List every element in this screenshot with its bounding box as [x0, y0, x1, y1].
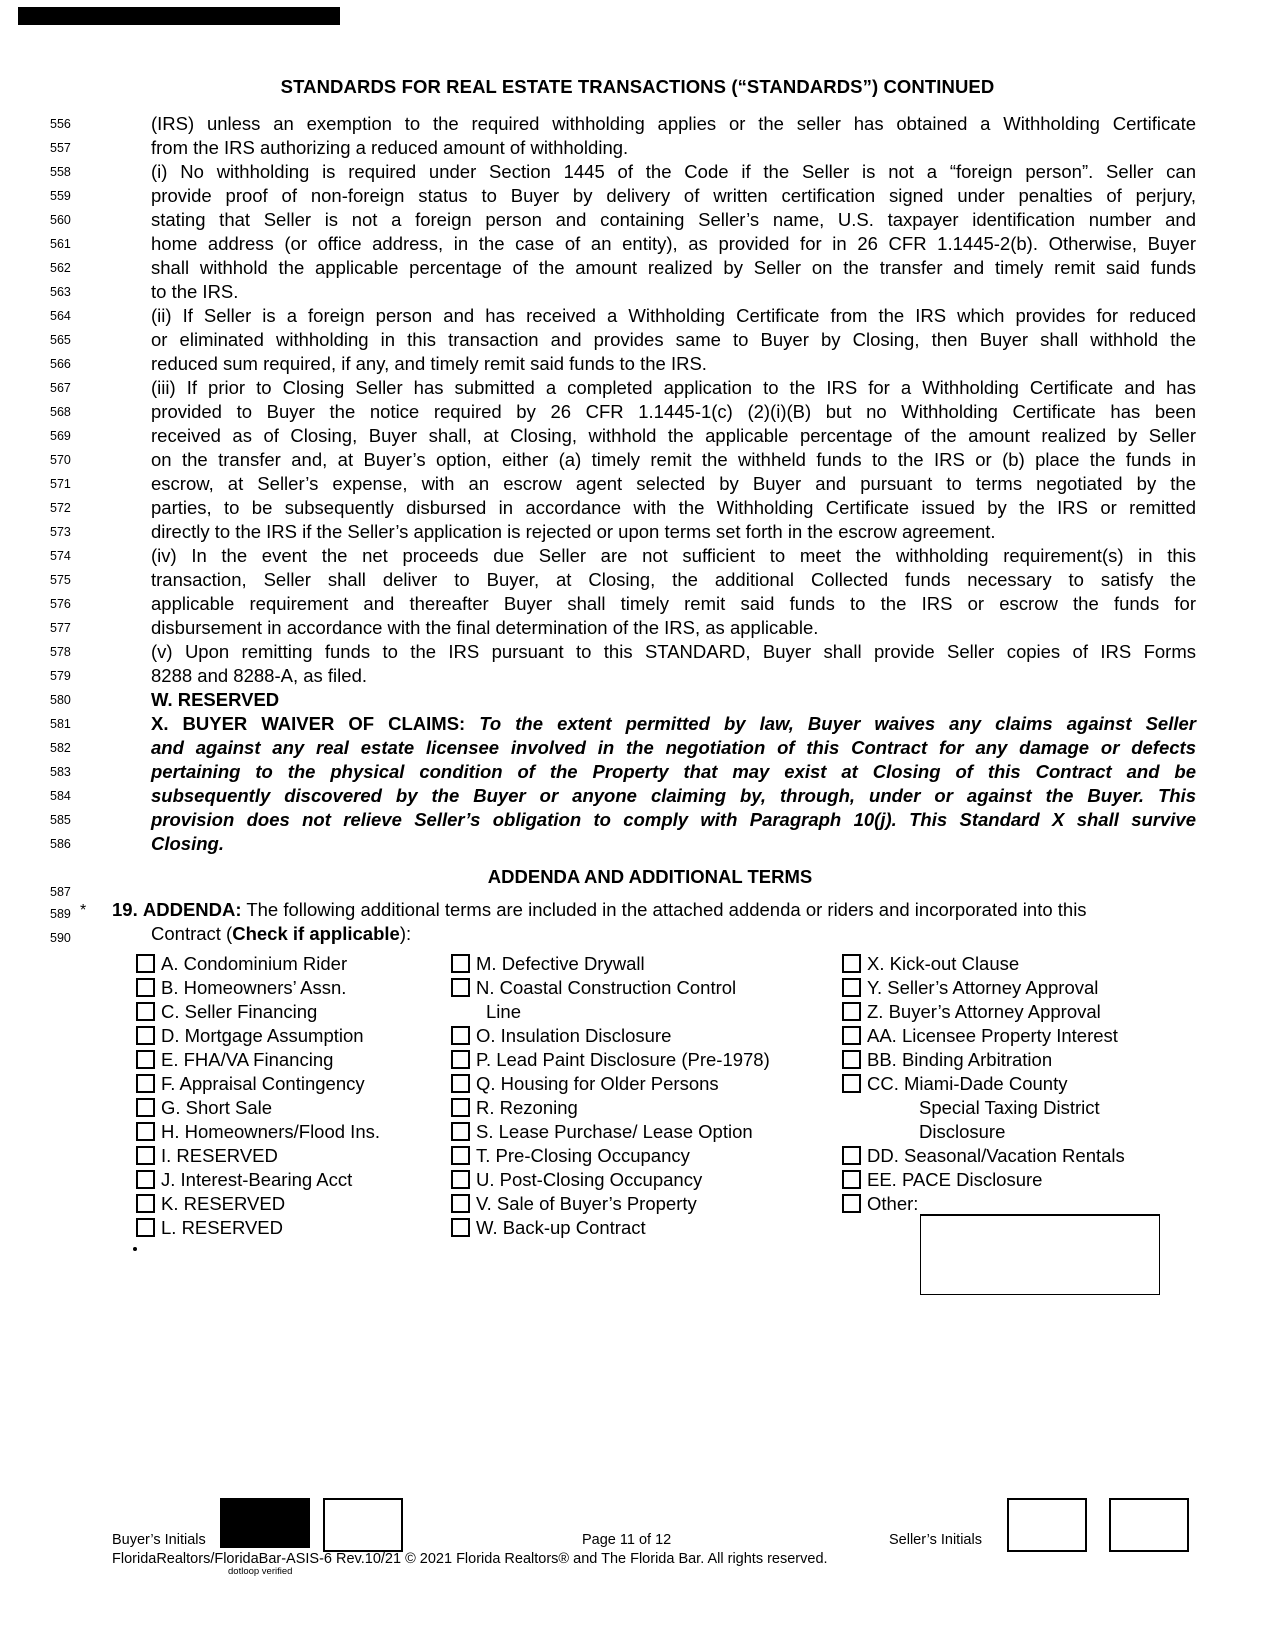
checkbox-label: DD. Seasonal/Vacation Rentals: [867, 1145, 1125, 1166]
line-number: 572: [50, 501, 71, 515]
checkbox[interactable]: [842, 1026, 861, 1045]
checkbox-label: D. Mortgage Assumption: [161, 1025, 364, 1046]
line-number: 575: [50, 573, 71, 587]
checkbox[interactable]: [136, 954, 155, 973]
checkbox[interactable]: [136, 1098, 155, 1117]
checkbox[interactable]: [842, 1074, 861, 1093]
text-line: [0, 424, 1275, 448]
text-line: [0, 160, 1275, 184]
line-number: 583: [50, 765, 71, 779]
line-text: escrow, at Seller’s expense, with an escrow agent selected by Buyer and pursuant to terms negotiated by the: [151, 473, 1196, 494]
addenda-section-title: ADDENDA AND ADDITIONAL TERMS: [487, 866, 813, 887]
line-text: W. RESERVED: [151, 689, 280, 710]
line-text: received as of Closing, Buyer shall, at Closing, withhold the applicable percentage of the amount realized by Seller: [151, 425, 1196, 446]
checkbox[interactable]: [451, 1218, 470, 1237]
text-line: [0, 544, 1275, 568]
line-text: and against any real estate licensee involved in the negotiation of this Contract for any damage or defects: [151, 737, 1196, 758]
buyer-initials-redacted: [220, 1498, 310, 1548]
checkbox[interactable]: [451, 978, 470, 997]
checkbox-label: G. Short Sale: [161, 1097, 273, 1118]
text-line: [0, 520, 1275, 544]
checkbox-label: Z. Buyer’s Attorney Approval: [867, 1001, 1101, 1022]
checkbox-label: V. Sale of Buyer’s Property: [476, 1193, 697, 1214]
line-589: 589: [50, 907, 71, 921]
text-line: [0, 256, 1275, 280]
checkbox-label: N. Coastal Construction Control: [476, 977, 737, 998]
checkbox-label: AA. Licensee Property Interest: [867, 1025, 1118, 1046]
checkbox-label: Q. Housing for Older Persons: [476, 1073, 719, 1094]
checkbox[interactable]: [451, 1194, 470, 1213]
form-id-copyright: FloridaRealtors/FloridaBar-ASIS-6 Rev.10/21 © 2021 Florida Realtors® and The Florida Bar. All rights reserved.: [112, 1551, 828, 1567]
line-text: (iv) In the event the net proceeds due Seller are not sufficient to meet the withholding requirement(s) in this: [151, 545, 1196, 566]
text-line: [0, 712, 1275, 736]
line-number: 559: [50, 189, 71, 203]
checkbox-label: P. Lead Paint Disclosure (Pre-1978): [476, 1049, 770, 1070]
line-text: transaction, Seller shall deliver to Buyer, at Closing, the additional Collected funds necessary to satisfy the: [151, 569, 1196, 590]
checkbox-label: S. Lease Purchase/ Lease Option: [476, 1121, 753, 1142]
line-text: home address (or office address, in the case of an entity), as provided for in 26 CFR 1.1445-2(b). Otherwise, Buyer: [151, 233, 1196, 254]
seller-initials-box-1[interactable]: [1007, 1498, 1087, 1552]
checkbox-label: C. Seller Financing: [161, 1001, 318, 1022]
addenda-heading: 19. ADDENDA: The following additional terms are included in the attached addenda or riders and incorporated into this: [112, 899, 1087, 920]
checkbox-label: Special Taxing District: [919, 1097, 1100, 1118]
text-line: [0, 784, 1275, 808]
checkbox[interactable]: [136, 1050, 155, 1069]
line-text: Closing.: [151, 833, 224, 854]
seller-initials-box-2[interactable]: [1109, 1498, 1189, 1552]
checkbox-label: M. Defective Drywall: [476, 953, 645, 974]
text-line: [0, 592, 1275, 616]
line-number: 566: [50, 357, 71, 371]
seller-initials-label: Seller’s Initials: [889, 1532, 982, 1548]
line-text: to the IRS.: [151, 281, 239, 302]
line-text: applicable requirement and thereafter Buyer shall timely remit said funds to the IRS or escrow the funds for: [151, 593, 1196, 614]
checkbox[interactable]: [136, 1218, 155, 1237]
line-text: [151, 712, 1196, 736]
line-number: 564: [50, 309, 71, 323]
buyer-initials-box-2[interactable]: [323, 1498, 403, 1552]
checkbox[interactable]: [451, 954, 470, 973]
text-line: [0, 664, 1275, 688]
checkbox[interactable]: [451, 1050, 470, 1069]
checkbox[interactable]: [136, 1026, 155, 1045]
line-text: shall withhold the applicable percentage of the amount realized by Seller on the transfer and timely remit said funds: [151, 257, 1196, 278]
line-number: 582: [50, 741, 71, 755]
checkbox-label: A. Condominium Rider: [161, 953, 348, 974]
line-text: directly to the IRS if the Seller’s application is rejected or upon terms set forth in the escrow agreement.: [151, 521, 996, 542]
checkbox[interactable]: [451, 1170, 470, 1189]
text-line: [0, 184, 1275, 208]
checkbox-label: R. Rezoning: [476, 1097, 578, 1118]
line-text: pertaining to the physical condition of the Property that may exist at Closing of this Contract and be: [151, 761, 1196, 782]
dotloop-verified: dotloop verified: [228, 1566, 293, 1577]
addenda-heading-cont: Contract (Check if applicable):: [151, 923, 412, 944]
line-text: provide proof of non-foreign status to Buyer by delivery of written certification signed under penalties of perjury,: [151, 185, 1196, 206]
checkbox-label: F. Appraisal Contingency: [161, 1073, 365, 1094]
line-number: 579: [50, 669, 71, 683]
text-line: [0, 616, 1275, 640]
line-text: or eliminated withholding in this transaction and provides same to Buyer by Closing, then Buyer shall withhold the: [151, 329, 1196, 350]
checkbox-label: K. RESERVED: [161, 1193, 286, 1214]
text-line: [0, 280, 1275, 304]
redaction-bar: [18, 7, 340, 25]
line-number: 577: [50, 621, 71, 635]
text-line: [0, 136, 1275, 160]
line-text: provided to Buyer the notice required by 26 CFR 1.1445-1(c) (2)(i)(B) but no Withholding Certificate has been: [151, 401, 1196, 422]
checkbox-label: H. Homeowners/Flood Ins.: [161, 1121, 381, 1142]
stray-dot: [133, 1247, 137, 1251]
checkbox-label: I. RESERVED: [161, 1145, 278, 1166]
checkbox-label: J. Interest-Bearing Acct: [161, 1169, 353, 1190]
checkbox-label: B. Homeowners’ Assn.: [161, 977, 347, 998]
text-line: [0, 448, 1275, 472]
checkbox[interactable]: [451, 1122, 470, 1141]
line-text: disbursement in accordance with the final determination of the IRS, as applicable.: [151, 617, 819, 638]
text-line: [0, 208, 1275, 232]
line-number: 560: [50, 213, 71, 227]
text-line: [0, 112, 1275, 136]
checkbox[interactable]: [842, 1002, 861, 1021]
line-text: parties, to be subsequently disbursed in accordance with the Withholding Certificate issued by the IRS or remitted: [151, 497, 1196, 518]
line-text: (IRS) unless an exemption to the required withholding applies or the seller has obtained a Withholding Certificate: [151, 113, 1196, 134]
line-text: 8288 and 8288-A, as filed.: [151, 665, 367, 686]
line-number: 585: [50, 813, 71, 827]
text-line: [0, 304, 1275, 328]
line-590: 590: [50, 931, 71, 945]
text-line: [0, 496, 1275, 520]
checkbox-label: O. Insulation Disclosure: [476, 1025, 672, 1046]
text-line: [0, 472, 1275, 496]
line-text: provision does not relieve Seller’s obligation to comply with Paragraph 10(j). This Standard X shall survive: [151, 809, 1196, 830]
line-number: 557: [50, 141, 71, 155]
line-text: on the transfer and, at Buyer’s option, either (a) timely remit the withheld funds to the IRS or (b) place the funds in: [151, 449, 1196, 470]
text-line: [0, 688, 1275, 712]
line-number: 573: [50, 525, 71, 539]
checkbox[interactable]: [451, 1074, 470, 1093]
checkbox[interactable]: [136, 1074, 155, 1093]
line-number: 571: [50, 477, 71, 491]
line-text: (ii) If Seller is a foreign person and has received a Withholding Certificate from the IRS which provides for reduced: [151, 305, 1196, 326]
line-text: (i) No withholding is required under Section 1445 of the Code if the Seller is not a “foreign person”. Seller can: [151, 161, 1196, 182]
checkbox[interactable]: [842, 1194, 861, 1213]
text-line: [0, 400, 1275, 424]
line-text: stating that Seller is not a foreign person and containing Seller’s name, U.S. taxpayer identification number and: [151, 209, 1196, 230]
text-line: [0, 808, 1275, 832]
line-number: 586: [50, 837, 71, 851]
line-number: 578: [50, 645, 71, 659]
line-number: 569: [50, 429, 71, 443]
line-text: from the IRS authorizing a reduced amount of withholding.: [151, 137, 629, 158]
checkbox[interactable]: [451, 1146, 470, 1165]
line-number: 581: [50, 717, 71, 731]
clause-heading: X. BUYER WAIVER OF CLAIMS:: [151, 713, 480, 734]
checkbox[interactable]: [842, 1050, 861, 1069]
line-number: 558: [50, 165, 71, 179]
checkbox[interactable]: [136, 978, 155, 997]
text-line: [0, 760, 1275, 784]
buyer-initials-label: Buyer’s Initials: [112, 1532, 206, 1548]
line-number: 584: [50, 789, 71, 803]
checkbox[interactable]: [842, 978, 861, 997]
line-number: 565: [50, 333, 71, 347]
checkbox-label: X. Kick-out Clause: [867, 953, 1020, 974]
checkbox[interactable]: [451, 1026, 470, 1045]
checkbox[interactable]: [136, 1122, 155, 1141]
checkbox[interactable]: [136, 1002, 155, 1021]
checkbox-label: L. RESERVED: [161, 1217, 284, 1238]
line-587: 587: [50, 885, 71, 899]
checkbox-label: Y. Seller’s Attorney Approval: [867, 977, 1099, 998]
line-number: 574: [50, 549, 71, 563]
page-number: Page 11 of 12: [582, 1532, 672, 1548]
line-number: 576: [50, 597, 71, 611]
checkbox-label: Disclosure: [919, 1121, 1006, 1142]
checkbox-label: U. Post-Closing Occupancy: [476, 1169, 703, 1190]
checkbox[interactable]: [842, 954, 861, 973]
checkbox[interactable]: [842, 1170, 861, 1189]
required-star: *: [80, 902, 87, 919]
checkbox-label: BB. Binding Arbitration: [867, 1049, 1053, 1070]
checkbox[interactable]: [451, 1098, 470, 1117]
checkbox-label: CC. Miami-Dade County: [867, 1073, 1068, 1094]
page-title: STANDARDS FOR REAL ESTATE TRANSACTIONS (“STANDARDS”) CONTINUED: [280, 76, 995, 97]
text-line: [0, 568, 1275, 592]
text-line: [0, 352, 1275, 376]
checkbox-label: EE. PACE Disclosure: [867, 1169, 1043, 1190]
line-number: 580: [50, 693, 71, 707]
line-text: (iii) If prior to Closing Seller has submitted a completed application to the IRS for a Withholding Certificate and has: [151, 377, 1196, 398]
line-number: 570: [50, 453, 71, 467]
text-line: [0, 232, 1275, 256]
clause-text: To the extent permitted by law, Buyer waives any claims against Seller: [479, 713, 1196, 734]
checkbox-label: W. Back-up Contract: [476, 1217, 646, 1238]
line-number: 556: [50, 117, 71, 131]
text-line: [0, 832, 1275, 856]
line-number: 568: [50, 405, 71, 419]
checkbox-label: Line: [486, 1001, 521, 1022]
text-line: [0, 640, 1275, 664]
checkbox-label: T. Pre-Closing Occupancy: [476, 1145, 690, 1166]
text-line: [0, 736, 1275, 760]
checkbox[interactable]: [136, 1170, 155, 1189]
checkbox-label: E. FHA/VA Financing: [161, 1049, 334, 1070]
other-text-field[interactable]: [920, 1215, 1160, 1295]
checkbox[interactable]: [136, 1194, 155, 1213]
line-number: 567: [50, 381, 71, 395]
line-text: reduced sum required, if any, and timely remit said funds to the IRS.: [151, 353, 707, 374]
line-text: subsequently discovered by the Buyer or anyone claiming by, through, under or against the Buyer. This: [151, 785, 1196, 806]
checkbox[interactable]: [136, 1146, 155, 1165]
line-number: 561: [50, 237, 71, 251]
checkbox[interactable]: [842, 1146, 861, 1165]
line-number: 562: [50, 261, 71, 275]
line-number: 563: [50, 285, 71, 299]
checkbox-label: Other:: [867, 1193, 919, 1214]
text-line: [0, 328, 1275, 352]
line-text: (v) Upon remitting funds to the IRS pursuant to this STANDARD, Buyer shall provide Seller copies of IRS Forms: [151, 641, 1196, 662]
text-line: [0, 376, 1275, 400]
